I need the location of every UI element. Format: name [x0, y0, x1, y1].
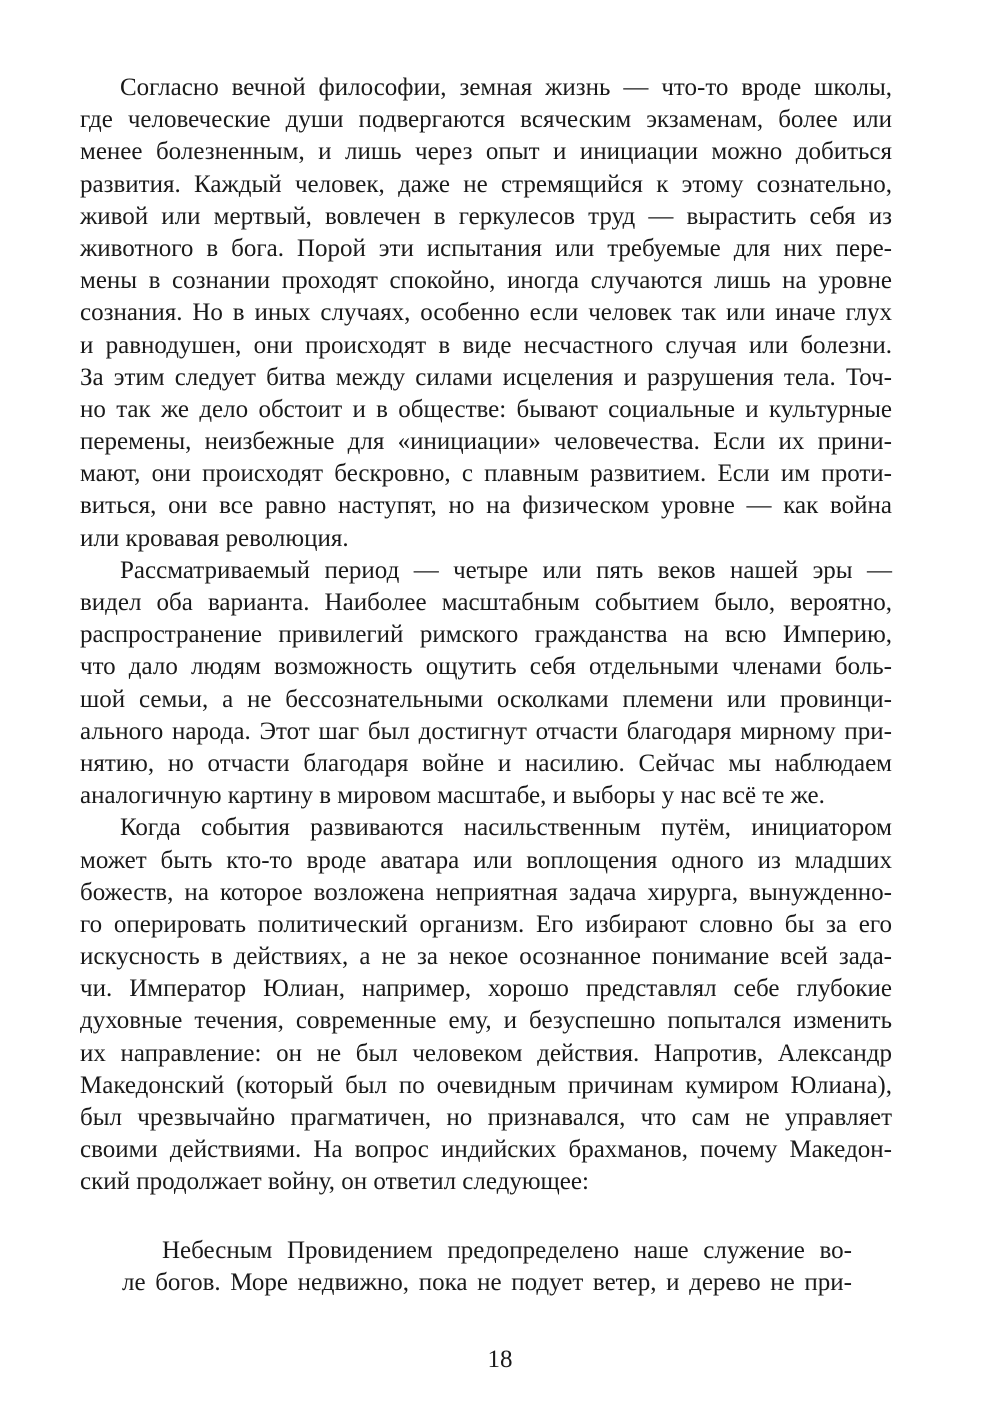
text-line: шой семьи, а не бессознательными осколками племени или провинци-	[80, 685, 892, 713]
paragraph-2	[80, 555, 892, 813]
page-number: 18	[487, 1346, 513, 1373]
text-line: где человеческие души подвергаются всяческим экзаменам, более или	[80, 106, 892, 134]
text-line: нятию, но отчасти благодаря войне и насилию. Сейчас мы наблюдаем	[80, 749, 892, 777]
text-line: их направление: он не был человеком действия. Напротив, Александр	[80, 1039, 892, 1067]
text-line: духовные течения, современные ему, и безуспешно попытался изменить	[80, 1007, 892, 1035]
quote-line: ле богов. Море недвижно, пока не подует ветер, и дерево не при-	[122, 1269, 852, 1297]
text-line: искусность в действиях, а не за некое осознанное понимание всей зада-	[80, 943, 892, 971]
text-line: Согласно вечной философии, земная жизнь — что-то вроде школы,	[120, 74, 892, 101]
text-line: чи. Император Юлиан, например, хорошо представлял себе глубокие	[80, 975, 892, 1003]
text-line: менее болезненным, и лишь через опыт и инициации можно добиться	[80, 138, 892, 166]
text-line: распространение привилегий римского гражданства на всю Империю,	[80, 621, 892, 649]
text-line: может быть кто-то вроде аватара или воплощения одного из младших	[80, 846, 892, 874]
text-line: го оперировать политический организм. Его избирают словно бы за его	[80, 910, 892, 938]
text-line: ский продолжает войну, он ответил следующее:	[80, 1168, 589, 1196]
text-line: и равнодушен, они происходят в виде несчастного случая или болезни.	[80, 331, 892, 359]
text-line: ального народа. Этот шаг был достигнут отчасти благодаря мирному при-	[80, 717, 892, 745]
text-line: мают, они происходят бескровно, с плавным развитием. Если им проти-	[80, 460, 892, 488]
text-line: За этим следует битва между силами исцеления и разрушения тела. Точ-	[80, 363, 892, 391]
text-line: но так же дело обстоит и в обществе: бывают социальные и культурные	[80, 395, 892, 423]
text-line: животного в бога. Порой эти испытания или требуемые для них пере-	[80, 234, 892, 262]
text-line: Когда события развиваются насильственным путём, инициатором	[120, 814, 892, 842]
text-line: своими действиями. На вопрос индийских брахманов, почему Македон-	[80, 1136, 892, 1164]
text-line: развития. Каждый человек, даже не стремящийся к этому сознательно,	[80, 170, 892, 198]
text-line: что дало людям возможность ощутить себя отдельными членами боль-	[80, 653, 892, 681]
paragraph-1	[80, 72, 892, 555]
text-line: или кровавая революция.	[80, 524, 349, 552]
main-text	[80, 72, 892, 1199]
quote-line: Небесным Провидением предопределено наше служение во-	[162, 1237, 852, 1264]
text-line: живой или мертвый, вовлечен в геркулесов труд — вырастить себя из	[80, 202, 892, 230]
text-line: перемены, неизбежные для «инициации» человечества. Если их прини-	[80, 428, 892, 456]
text-line: божеств, на которое возложена неприятная задача хирурга, вынужденно-	[80, 878, 892, 906]
block-quote	[122, 1235, 852, 1299]
text-line: Македонский (который был по очевидным причинам кумиром Юлиана),	[80, 1071, 892, 1099]
text-line: виться, они все равно наступят, но на физическом уровне — как война	[80, 492, 892, 520]
paragraph-3	[80, 812, 892, 1198]
text-line: Рассматриваемый период — четыре или пять веков нашей эры —	[120, 556, 892, 584]
text-line: сознания. Но в иных случаях, особенно если человек так или иначе глух	[80, 299, 892, 327]
text-line: аналогичную картину в мировом масштабе, и выборы у нас всё те же.	[80, 782, 825, 810]
text-line: мены в сознании проходят спокойно, иногда случаются лишь на уровне	[80, 267, 892, 295]
text-line: видел оба варианта. Наиболее масштабным событием было, вероятно,	[80, 589, 892, 616]
text-line: был чрезвычайно прагматичен, но признавался, что сам не управляет	[80, 1104, 892, 1131]
